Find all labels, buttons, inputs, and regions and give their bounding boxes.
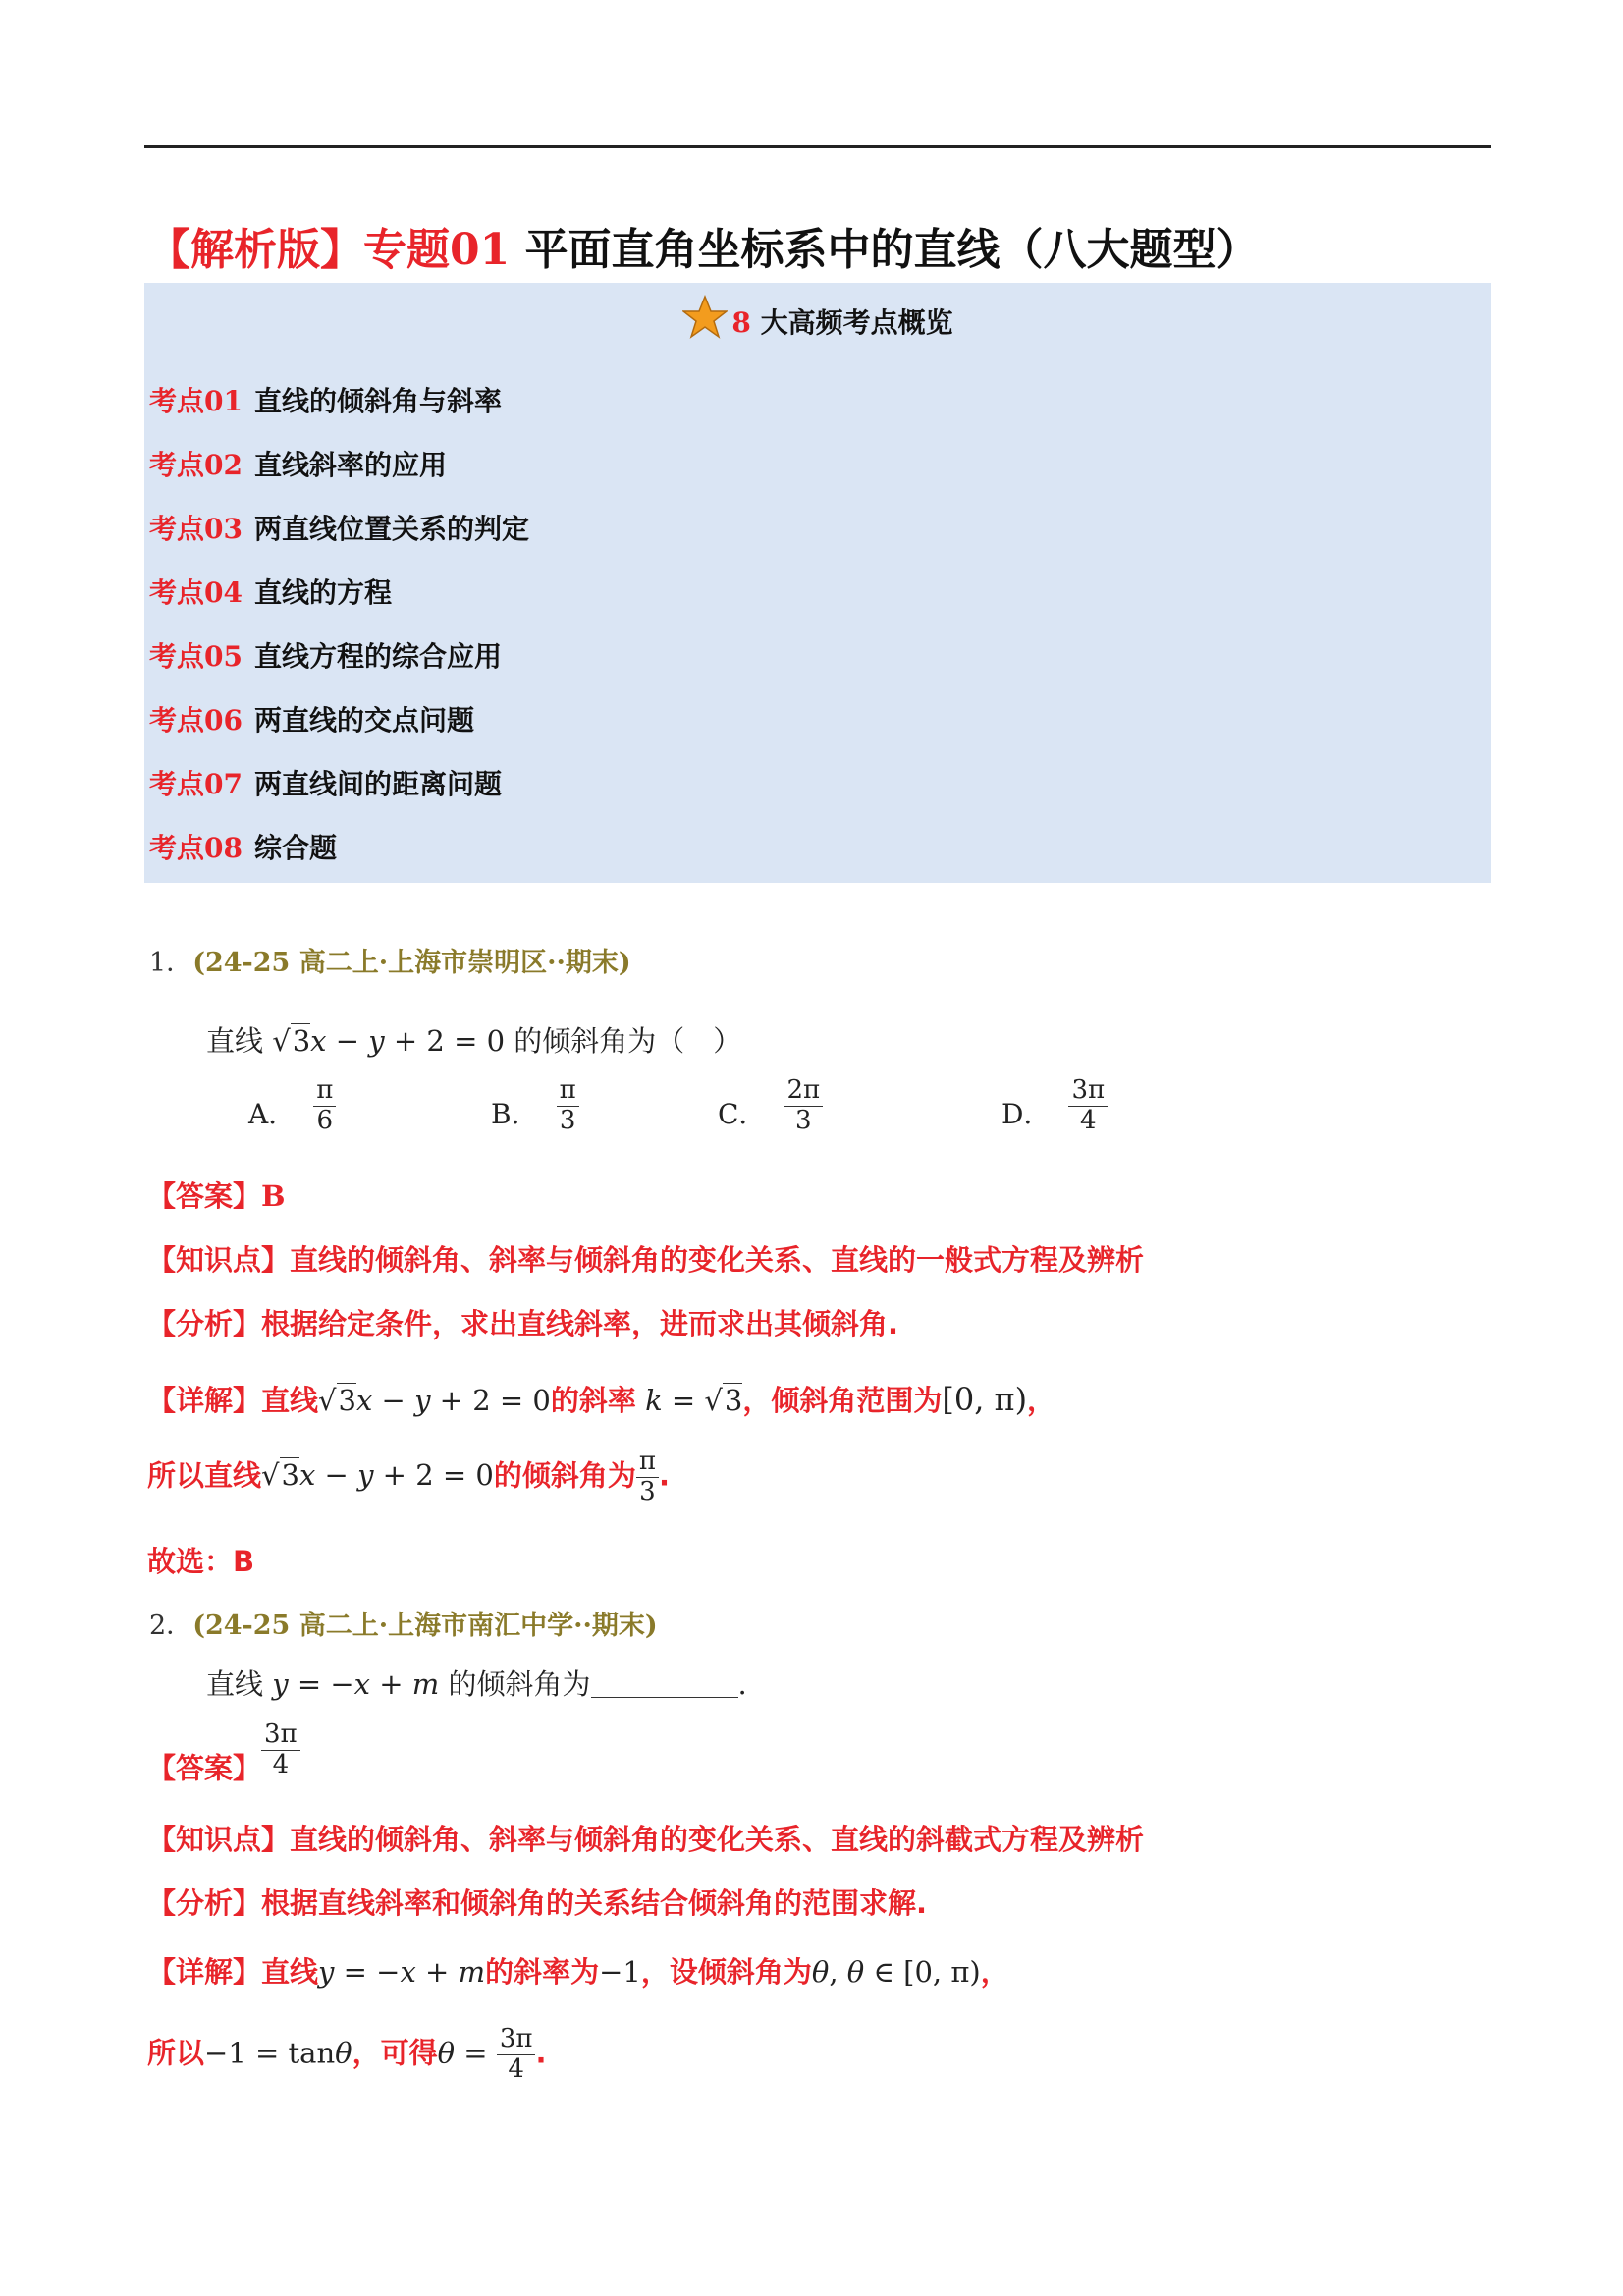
knowledge-text: 直线的倾斜角、斜率与倾斜角的变化关系、直线的斜截式方程及辨析 — [290, 1823, 1145, 1856]
detail-text: ，倾斜角范围为 — [742, 1384, 943, 1417]
equation: √3x − y + 2 = 0 — [261, 1458, 494, 1493]
overview-item-text: 直线方程的综合应用 — [253, 640, 502, 673]
answer-value: B — [261, 1179, 286, 1213]
overview-item-text: 直线的倾斜角与斜率 — [253, 385, 502, 417]
q2-detail — [147, 1950, 1009, 1991]
detail-label: 【详解】 — [147, 1384, 262, 1417]
overview-item-text: 直线斜率的应用 — [253, 449, 447, 481]
star-icon — [682, 295, 728, 347]
key-number: 01 — [204, 385, 243, 417]
fraction-denominator: 3 — [559, 1105, 576, 1135]
detail-text: ， — [980, 1955, 1009, 1989]
overview-item-text: 两直线间的距离问题 — [253, 768, 502, 800]
key-number: 07 — [204, 768, 243, 800]
fraction-denominator: 6 — [316, 1105, 334, 1135]
equation: √3x − y + 2 = 0 — [272, 1024, 506, 1058]
fraction-numerator: 3π — [1068, 1076, 1108, 1107]
angle-expression: θ, θ ∈ [0, π) — [811, 1955, 981, 1989]
detail-text: ， — [1027, 1384, 1056, 1417]
stem-text: . — [737, 1667, 747, 1701]
choice-text: 故选：B — [147, 1545, 255, 1578]
question-source: (24-25 高二上·上海市崇明区··期末) — [192, 948, 631, 978]
q2-detail-2 — [147, 2025, 547, 2085]
overview-item — [149, 508, 529, 547]
overview-item-key — [149, 704, 243, 737]
key-label: 考点 — [149, 704, 205, 737]
overview-item — [149, 635, 502, 675]
key-number: 08 — [204, 832, 243, 864]
slope-expression: k = √3 — [645, 1384, 743, 1417]
fraction-numerator: π — [557, 1076, 579, 1107]
key-number: 02 — [204, 449, 243, 481]
key-number: 03 — [204, 513, 243, 545]
overview-item-text: 直线的方程 — [253, 576, 392, 609]
overview-item-text: 两直线的交点问题 — [253, 704, 474, 737]
overview-item — [149, 763, 502, 802]
option-label: B． — [491, 1097, 539, 1130]
overview-box — [144, 283, 1491, 883]
equation: y = −x + m — [272, 1667, 440, 1701]
overview-item — [149, 827, 337, 866]
stem-text: 直线 — [206, 1024, 264, 1058]
analysis-text: 根据给定条件，求出直线斜率，进而求出其倾斜角. — [261, 1307, 899, 1340]
detail-text: 的斜率为 — [485, 1955, 600, 1989]
analysis-label: 【分析】 — [147, 1307, 262, 1340]
detail-text: 所以 — [147, 2036, 205, 2070]
page-title — [147, 214, 1260, 277]
option-label: C． — [718, 1097, 767, 1130]
overview-item-key — [149, 385, 243, 417]
key-label: 考点 — [149, 513, 205, 545]
q2-answer — [147, 1721, 300, 1786]
overview-item — [149, 380, 502, 419]
detail-text: . — [535, 2036, 547, 2070]
key-label: 考点 — [149, 640, 205, 673]
question-2-stem — [206, 1663, 747, 1703]
key-label: 考点 — [149, 832, 205, 864]
key-label: 考点 — [149, 576, 205, 609]
key-label: 考点 — [149, 449, 205, 481]
answer-blank — [591, 1697, 738, 1698]
stem-text: 的倾斜角为（ ） — [514, 1024, 742, 1058]
q1-choice — [147, 1540, 254, 1580]
title-prefix: 【解析版】专题 — [147, 225, 450, 275]
slope-value: −1 — [599, 1955, 641, 1989]
overview-heading — [144, 295, 1491, 347]
key-number: 06 — [204, 704, 243, 737]
fraction-denominator: 4 — [1080, 1105, 1097, 1135]
detail-text: 所以直线 — [147, 1458, 262, 1493]
detail-text: 直线 — [261, 1955, 319, 1989]
overview-item-key — [149, 768, 243, 800]
key-number: 04 — [204, 576, 243, 609]
question-source: (24-25 高二上·上海市南汇中学··期末) — [192, 1611, 658, 1641]
knowledge-text: 直线的倾斜角、斜率与倾斜角的变化关系、直线的一般式方程及辨析 — [290, 1243, 1145, 1277]
overview-heading-text: 大高频考点概览 — [760, 306, 953, 339]
option-label: D． — [1001, 1097, 1052, 1130]
fraction-numerator: π — [313, 1076, 336, 1107]
answer-label: 【答案】 — [147, 1179, 262, 1213]
overview-item-key — [149, 449, 243, 481]
q1-answer — [147, 1175, 286, 1215]
title-number: 01 — [450, 225, 511, 275]
key-number: 05 — [204, 640, 243, 673]
answer-label: 【答案】 — [147, 1751, 262, 1785]
overview-item-key — [149, 832, 243, 864]
q1-knowledge — [147, 1238, 1144, 1279]
option-label: A． — [248, 1097, 297, 1130]
q1-detail-2 — [147, 1448, 670, 1507]
title-main: 平面直角坐标系中的直线（八大题型） — [524, 225, 1260, 275]
q1-detail — [147, 1379, 1055, 1419]
detail-text: 直线 — [261, 1384, 319, 1417]
knowledge-label: 【知识点】 — [147, 1243, 291, 1277]
analysis-text: 根据直线斜率和倾斜角的关系结合倾斜角的范围求解. — [261, 1886, 928, 1920]
key-label: 考点 — [149, 385, 205, 417]
option-d — [1001, 1076, 1108, 1136]
stem-text: 直线 — [206, 1667, 264, 1701]
overview-item-text: 综合题 — [253, 832, 337, 864]
detail-text: . — [658, 1458, 670, 1493]
header-rule — [144, 145, 1491, 148]
option-a — [248, 1076, 336, 1136]
overview-item — [149, 572, 392, 611]
detail-text: ，可得 — [352, 2036, 438, 2070]
question-2-header — [149, 1604, 658, 1642]
question-1-header — [149, 941, 631, 979]
fraction: $\frac{3\pi}{4}$ — [497, 2025, 536, 2085]
equation: √3x − y + 2 = 0 — [318, 1384, 551, 1417]
question-index: 2． — [149, 1611, 193, 1641]
detail-text: ，设倾斜角为 — [640, 1955, 812, 1989]
overview-item — [149, 699, 474, 738]
overview-item-text: 两直线位置关系的判定 — [253, 513, 529, 545]
question-index: 1． — [149, 948, 193, 978]
overview-heading-num: 8 — [731, 306, 751, 339]
overview-item — [149, 444, 447, 483]
overview-item-key — [149, 513, 243, 545]
option-b — [491, 1076, 579, 1136]
key-label: 考点 — [149, 768, 205, 800]
fraction: $\frac{\pi}{3}$ — [636, 1448, 659, 1507]
range-expression: [0, π) — [942, 1381, 1028, 1418]
q2-knowledge — [147, 1818, 1144, 1858]
q2-analysis — [147, 1882, 927, 1922]
knowledge-label: 【知识点】 — [147, 1823, 291, 1856]
analysis-label: 【分析】 — [147, 1886, 262, 1920]
fraction: $\frac{3\pi}{4}$ — [261, 1721, 300, 1780]
q1-analysis — [147, 1302, 898, 1342]
tan-expression: −1 = tanθ — [204, 2036, 352, 2070]
question-1-stem — [206, 1019, 741, 1060]
fraction-denominator: 3 — [794, 1105, 812, 1135]
detail-text: 的倾斜角为 — [493, 1458, 636, 1493]
option-c — [718, 1076, 823, 1136]
detail-text: 的斜率 — [550, 1384, 636, 1417]
detail-label: 【详解】 — [147, 1955, 262, 1989]
overview-item-key — [149, 640, 243, 673]
stem-text: 的倾斜角为 — [448, 1667, 591, 1701]
equation: y = −x + m — [318, 1955, 486, 1989]
fraction-numerator: 2π — [784, 1076, 823, 1107]
overview-item-key — [149, 576, 243, 609]
theta-expression: θ = — [437, 2036, 497, 2070]
